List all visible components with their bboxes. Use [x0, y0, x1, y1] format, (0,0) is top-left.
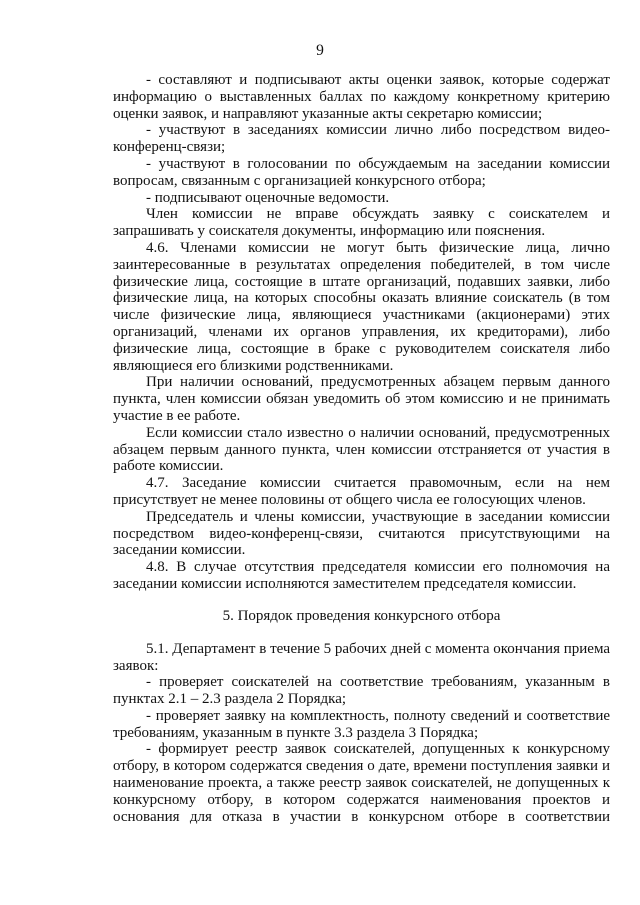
paragraph: 5.1. Департамент в течение 5 рабочих дней с момента окончания приема заявок:	[113, 640, 610, 674]
section-heading: 5. Порядок проведения конкурсного отбора	[222, 607, 501, 624]
paragraph: - проверяет соискателей на соответствие требованиям, указанным в пунктах 2.1 – 2.3 раздела 2 Порядка;	[113, 674, 610, 708]
paragraph: Член комиссии не вправе обсуждать заявку с соискателем и запрашивать у соискателя документы, информацию или пояснения.	[113, 206, 610, 240]
paragraph: - формирует реестр заявок соискателей, допущенных к конкурсному отбору, в котором содержатся сведения о дате, времени поступления заявки и наименование проекта, а также реестр заявок соискателей, не допущенных к конкурсному отбору, в котором содержатся наименования проектов и основания для отказа в участии в конкурсном отборе в соответствии	[113, 741, 610, 825]
paragraph: 4.6. Членами комиссии не могут быть физические лица, лично заинтересованные в результатах определения победителей, в том числе физические лица, состоящие в штате организаций, подавших заявки, либо физические лица, на которых способны оказать влияние соискатель (в том числе физические лица, являющиеся участниками (акционерами) этих организаций, членами их органов управления, их кредиторами), либо физические лица, состоящие в браке с руководителем соискателя либо являющиеся его близкими родственниками.	[113, 239, 610, 374]
document-body	[113, 72, 610, 825]
paragraph: - подписывают оценочные ведомости.	[146, 189, 390, 206]
paragraph: - участвуют в заседаниях комиссии лично либо посредством видео-конференц-связи;	[113, 122, 610, 156]
paragraph: 4.7. Заседание комиссии считается правомочным, если на нем присутствует не менее половины от общего числа ее голосующих членов.	[113, 475, 610, 508]
page-number: 9	[316, 42, 324, 59]
paragraph: При наличии оснований, предусмотренных абзацем первым данного пункта, член комиссии обязан уведомить об этом комиссию и не принимать участие в ее работе.	[113, 374, 610, 424]
paragraph: Если комиссии стало известно о наличии оснований, предусмотренных абзацем первым данного пункта, член комиссии отстраняется от участия в работе комиссии.	[113, 424, 610, 475]
paragraph: - участвуют в голосовании по обсуждаемым на заседании комиссии вопросам, связанным с организацией конкурсного отбора;	[113, 155, 610, 189]
paragraph: - составляют и подписывают акты оценки заявок, которые содержат информацию о выставленных баллах по каждому конкретному критерию оценки заявок, и направляют указанные акты секретарю комиссии;	[113, 72, 610, 122]
paragraph: - проверяет заявку на комплектность, полноту сведений и соответствие требованиям, указанным в пункте 3.3 раздела 3 Порядка;	[113, 707, 610, 741]
paragraph: 4.8. В случае отсутствия председателя комиссии его полномочия на заседании комиссии исполняются заместителем председателя комиссии.	[113, 559, 610, 592]
paragraph: Председатель и члены комиссии, участвующие в заседании комиссии посредством видео-конференц-связи, считаются присутствующими на заседании комиссии.	[113, 508, 610, 559]
